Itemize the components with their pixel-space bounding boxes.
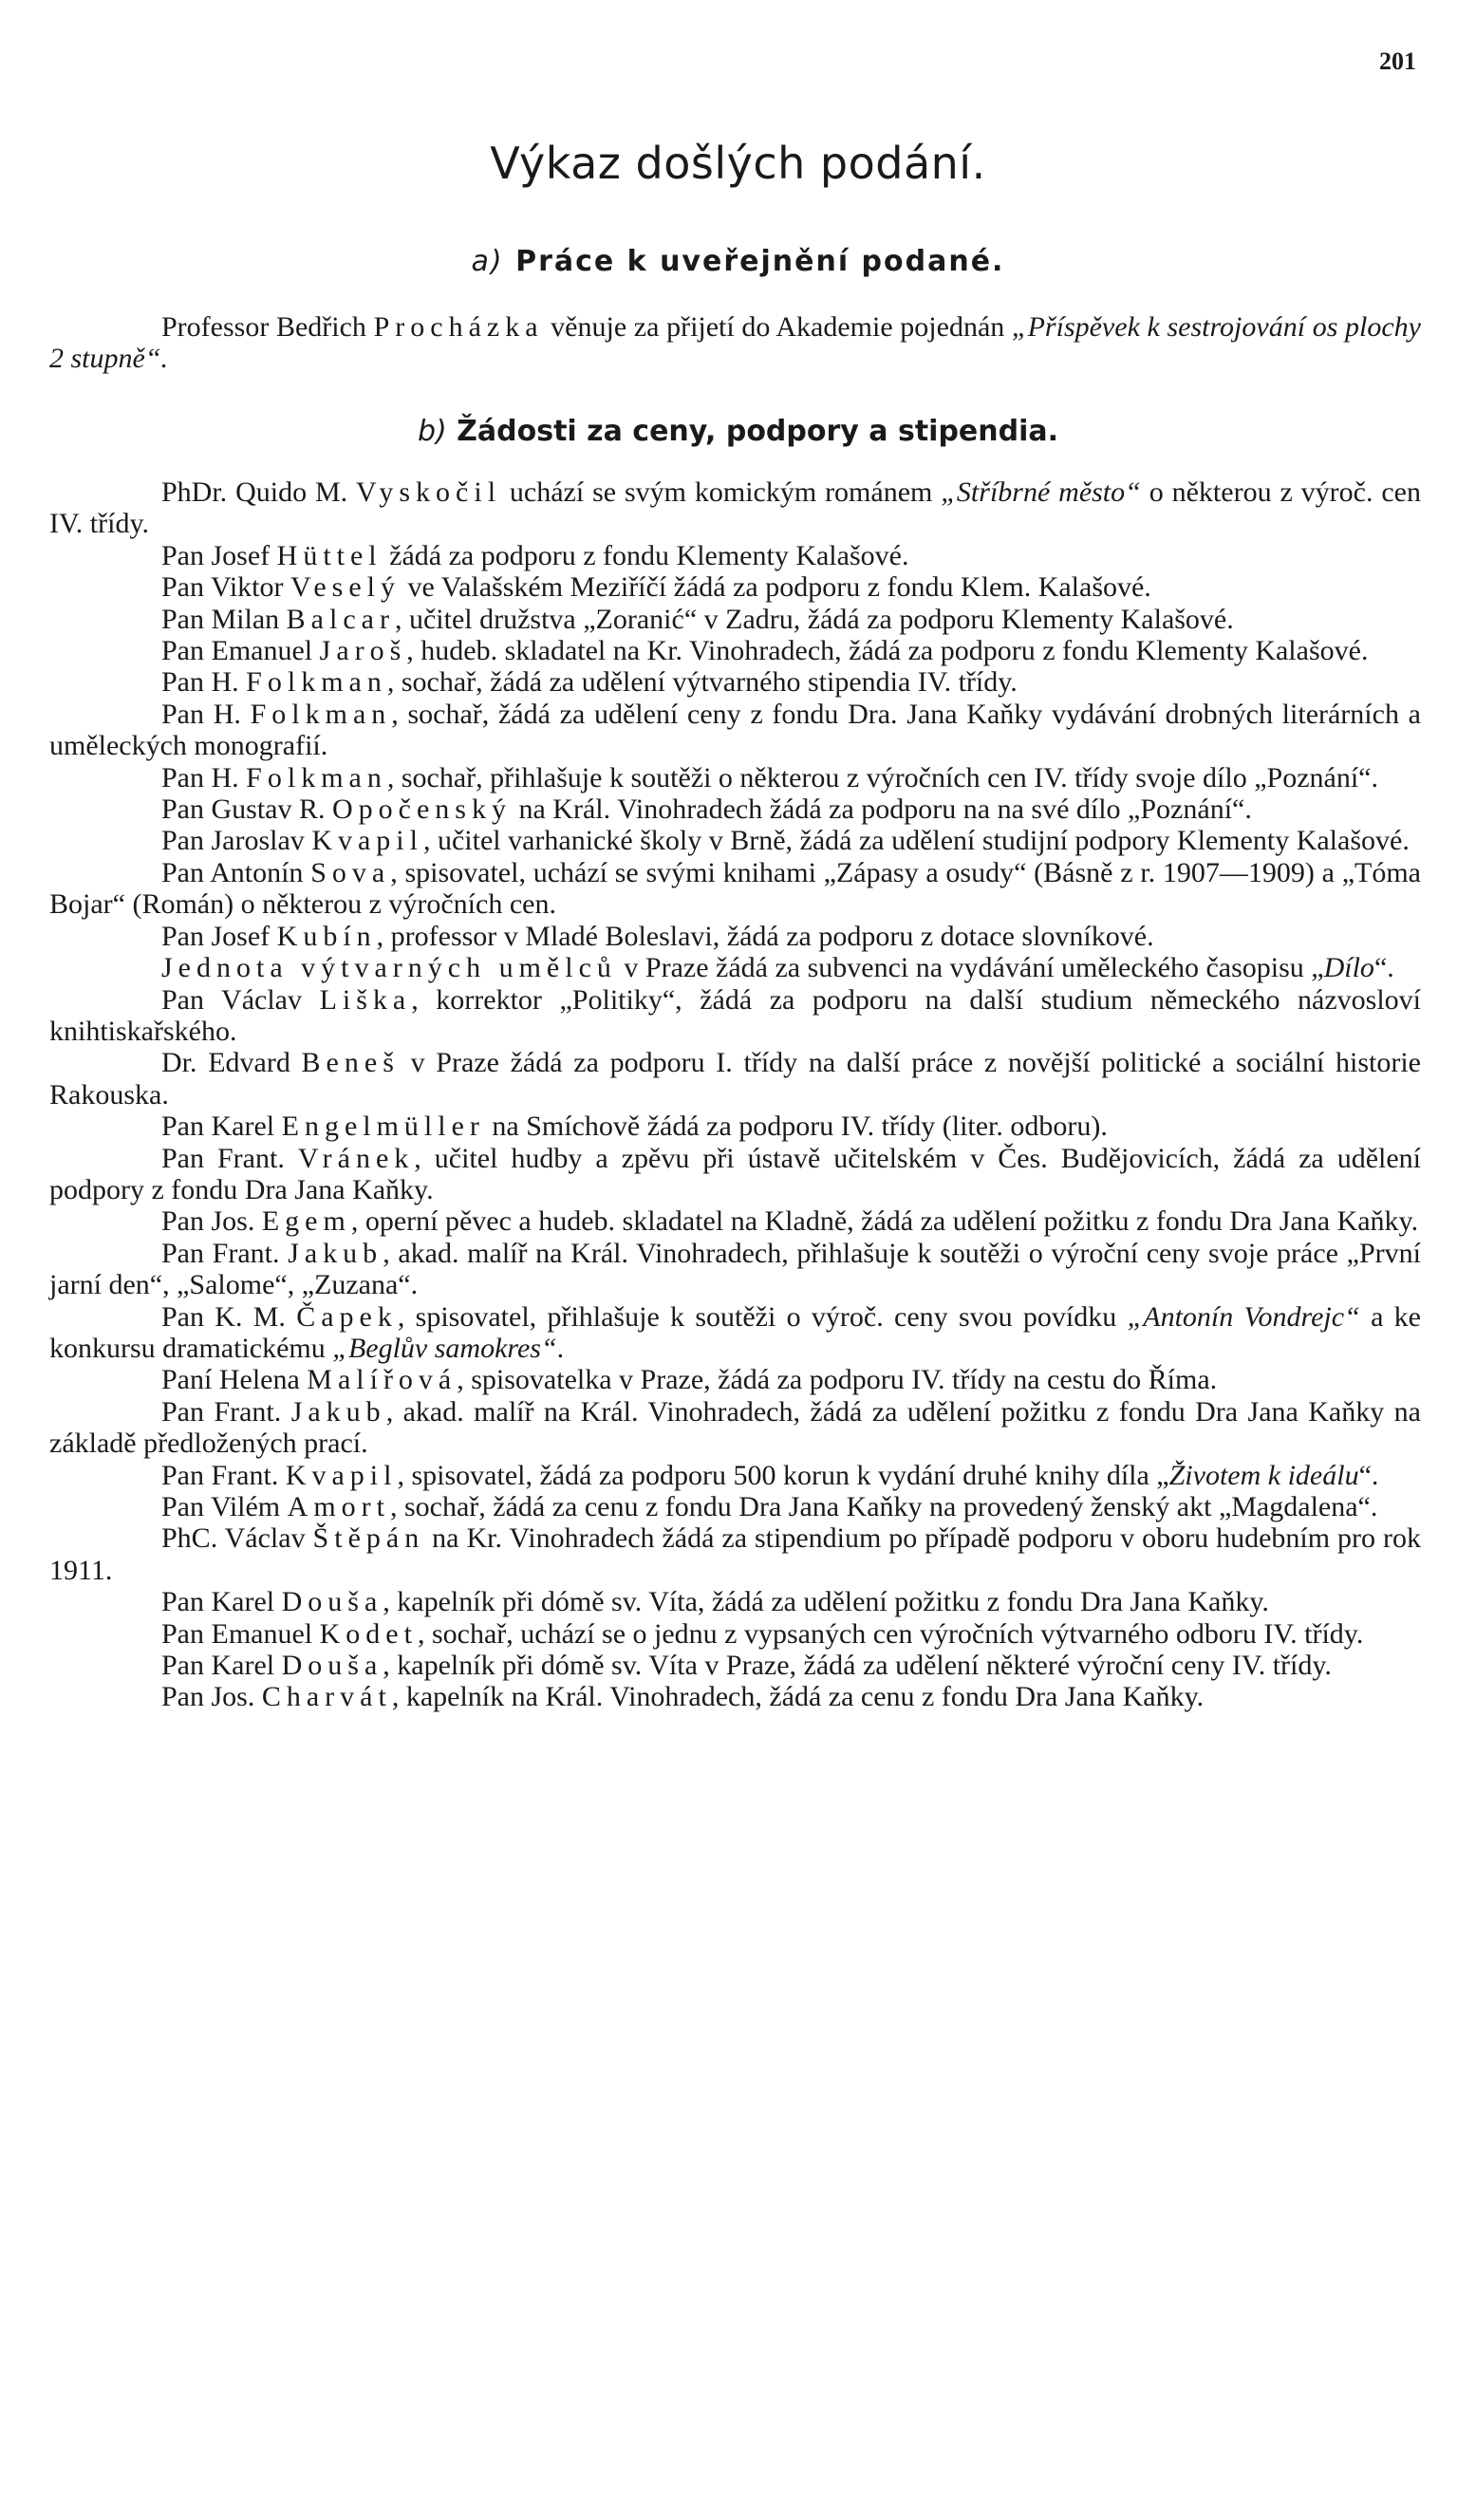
entry-paragraph <box>49 1522 1421 1586</box>
entry-name: Charvát <box>261 1681 392 1713</box>
entry-text: , hudeb. skladatel na Kr. Vinohradech, žádá za podporu z fondu Klementy Kalašové. <box>406 635 1369 667</box>
entry-text: , operní pěvec a hudeb. skladatel na Kladně, žádá za udělení požitku z fondu Dra Jana Kaňky. <box>350 1205 1419 1238</box>
entry-work-title: Životem k ideálu <box>1168 1459 1359 1491</box>
entry-text: , kapelník na Král. Vinohradech, žádá za cenu z fondu Dra Jana Kaňky. <box>391 1681 1205 1713</box>
entry-name: Malířová <box>307 1364 458 1396</box>
entry-name: Douša <box>281 1650 383 1682</box>
entry-work-title: „Příspěvek k sestrojování os plochy 2 stupně“. <box>49 311 1421 375</box>
entry-text: , spisovatel, přihlašuje k soutěži o výroč. ceny svou povídku <box>397 1300 1128 1333</box>
entry-name: Douša <box>281 1586 383 1618</box>
entry-name: Jaroš <box>319 635 407 667</box>
entry-paragraph <box>49 1238 1421 1301</box>
entry-text: , sochař, uchází se o jednu z vypsaných cen výročních výtvarného odboru IV. třídy. <box>417 1617 1364 1650</box>
entry-text: Pan H. <box>161 666 247 699</box>
entry-text: Pan Vilém <box>161 1491 288 1522</box>
entry-text: na Král. Vinohradech žádá za podporu na na své dílo „Poznání“. <box>511 793 1252 826</box>
entry-text: Pan Emanuel <box>161 635 320 667</box>
entry-paragraph <box>49 1460 1421 1491</box>
entry-text: na Kr. Vinohradech žádá za stipendium po případě podporu v oboru hudebním pro rok 1911. <box>49 1522 1421 1586</box>
entry-name: Opočenský <box>332 793 512 826</box>
entry-text: na Smíchově žádá za podporu IV. třídy (liter. odboru). <box>484 1111 1108 1143</box>
entry-paragraph <box>49 1205 1421 1237</box>
section-a-label: a) <box>471 245 504 278</box>
entry-name: Štěpán <box>312 1522 425 1555</box>
entry-text: Pan Karel <box>161 1111 282 1143</box>
entry-name: Kvapil <box>285 1459 398 1491</box>
entry-name: Engelmüller <box>281 1111 485 1143</box>
entry-text: , sochař, žádá za udělení výtvarného stipendia IV. třídy. <box>386 666 1018 699</box>
entry-work-title: Dílo <box>1323 952 1374 984</box>
entry-text: Pan Frant. <box>161 1395 291 1428</box>
entry-text: a ke konkursu dramatickému <box>49 1300 1421 1364</box>
entry-work-title: „Stříbrné město“ <box>941 476 1141 508</box>
entry-paragraph <box>49 311 1421 375</box>
entry-paragraph <box>49 476 1421 540</box>
entry-text: ve Valašském Meziříčí žádá za podporu z fondu Klem. Kalašové. <box>400 571 1151 604</box>
entry-work-title: „Antonín Vondrejc“ <box>1127 1300 1360 1333</box>
entry-text: Pan Emanuel <box>161 1617 320 1650</box>
entry-paragraph <box>49 666 1421 698</box>
entry-text: Pan Karel <box>161 1586 282 1618</box>
entry-name: Amort <box>287 1491 390 1522</box>
entry-text: , akad. malíř na Král. Vinohradech, žádá za udělení požitku z fondu Dra Jana Kaňky na základě předložených prací. <box>49 1395 1421 1460</box>
entry-paragraph <box>49 1618 1421 1650</box>
entry-work-title: „Beglův samokres“ <box>332 1332 557 1364</box>
entry-text: Pan Viktor <box>161 571 290 604</box>
entry-paragraph <box>49 1491 1421 1522</box>
entry-text: , sochař, žádá za cenu z fondu Dra Jana Kaňky na provedený ženský akt „Magdalena“. <box>389 1491 1378 1522</box>
entry-text: Pan H. <box>161 761 247 793</box>
entry-paragraph <box>49 1047 1421 1111</box>
entry-name: Beneš <box>301 1047 400 1079</box>
entry-paragraph <box>49 1301 1421 1365</box>
entry-text: PhC. Václav <box>161 1522 313 1555</box>
entry-text: Pan Milan <box>161 603 287 635</box>
entry-paragraph <box>49 1586 1421 1617</box>
entry-text: v Praze žádá za podporu I. třídy na další práce z novější politické a sociální historie Rakouska. <box>49 1047 1421 1111</box>
entry-name: Jakub <box>288 1237 383 1269</box>
entry-name: Vyskočil <box>356 476 502 508</box>
entry-text: , sochař, žádá za udělení ceny z fondu Dra. Jana Kaňky vydávání drobných literárních a uměleckých monografií. <box>49 698 1421 762</box>
entry-text: Pan Antonín <box>161 856 311 888</box>
section-a-title: Práce k uveřejnění podané. <box>515 245 1005 278</box>
entry-name: Balcar <box>286 603 395 635</box>
entry-text: o některou z výroč. cen IV. třídy. <box>49 476 1421 540</box>
entry-text: Paní Helena <box>161 1364 308 1396</box>
entry-name: Folkman <box>246 761 387 793</box>
entry-name: Procházka <box>373 311 544 343</box>
entry-text: , kapelník při dómě sv. Víta, žádá za udělení požitku z fondu Dra Jana Kaňky. <box>383 1586 1269 1618</box>
entry-text: , sochař, přihlašuje k soutěži o některou z výročních cen IV. třídy svoje dílo „Poznání“. <box>386 761 1378 793</box>
entry-text: Pan Josef <box>161 920 277 952</box>
entry-paragraph <box>49 635 1421 666</box>
entry-name: Jednota výtvarných umělců <box>161 952 617 984</box>
entry-text: . <box>556 1332 565 1364</box>
entry-text: “. <box>1358 1459 1379 1491</box>
entry-text: Pan H. <box>161 698 251 730</box>
entry-text: Pan Gustav R. <box>161 793 332 826</box>
entry-name: Liška <box>319 983 412 1016</box>
section-b-label: b) <box>417 415 447 448</box>
entry-paragraph <box>49 540 1421 571</box>
entry-text: v Praze žádá za subvenci na vydávání uměleckého časopisu „ <box>616 952 1324 984</box>
entry-text: Pan Jaroslav <box>161 825 312 857</box>
entry-text: Pan Jos. <box>161 1681 262 1713</box>
section-b-title: Žádosti za ceny, podpory a stipendia. <box>457 415 1059 448</box>
entry-text: Pan Frant. <box>161 1237 289 1269</box>
entry-name: Čapek <box>296 1300 398 1333</box>
page-title: Výkaz došlých podání. <box>490 138 986 189</box>
entry-text: “. <box>1373 952 1394 984</box>
entry-text: , kapelník při dómě sv. Víta v Praze, žádá za udělení některé výroční ceny IV. třídy. <box>383 1650 1332 1682</box>
entry-text: Pan K. M. <box>161 1300 297 1333</box>
entry-name: Hüttel <box>276 539 383 571</box>
section-a-heading <box>0 245 1476 278</box>
entry-name: Folkman <box>246 666 387 699</box>
entry-text: Pan Frant. <box>161 1142 298 1174</box>
entry-paragraph <box>49 1143 1421 1206</box>
entry-paragraph <box>49 1111 1421 1142</box>
entry-name: Kvapil <box>311 825 423 857</box>
entry-name: Folkman <box>250 698 392 730</box>
entry-name: Jakub <box>290 1395 386 1428</box>
entry-paragraph <box>49 857 1421 921</box>
entry-text: Pan Jos. <box>161 1205 262 1238</box>
entry-text: , professor v Mladé Boleslavi, žádá za podporu z dotace slovníkové. <box>376 920 1154 952</box>
entry-paragraph <box>49 825 1421 856</box>
entry-text: , učitel hudby a zpěvu při ústavě učitelském v Čes. Budějovicích, žádá za udělení podpory z fondu Dra Jana Kaňky. <box>49 1142 1421 1205</box>
entry-paragraph <box>49 793 1421 825</box>
entry-text: uchází se svým komickým románem <box>501 476 942 508</box>
entry-paragraph <box>49 604 1421 635</box>
entry-text: Dr. Edvard <box>161 1047 302 1079</box>
entry-text: Pan Josef <box>161 539 277 571</box>
entry-paragraph <box>49 952 1421 983</box>
page-number: 201 <box>1379 47 1416 75</box>
section-a-body <box>49 311 1421 375</box>
entry-text: Pan Karel <box>161 1650 282 1682</box>
entry-name: Veselý <box>290 571 401 604</box>
entry-paragraph <box>49 699 1421 762</box>
entry-text: , spisovatel, uchází se svými knihami „Zápasy a osudy“ (Básně z r. 1907—1909) a „Tóma Bojar“ (Román) o některou z výročních cen. <box>49 856 1421 921</box>
entry-text: PhDr. Quido M. <box>161 476 357 508</box>
entry-text: Pan Frant. <box>161 1459 286 1491</box>
entry-text: , učitel varhanické školy v Brně, žádá za udělení studijní podpory Klementy Kalašové. <box>422 825 1410 857</box>
entry-paragraph <box>49 1364 1421 1395</box>
entry-text: , učitel družstva „Zoranić“ v Zadru, žádá za podporu Klementy Kalašové. <box>394 603 1234 635</box>
entry-text: , spisovatel, žádá za podporu 500 korun k vydání druhé knihy díla „ <box>397 1459 1169 1491</box>
entry-text: žádá za podporu z fondu Klementy Kalašové. <box>382 539 909 571</box>
entry-text: , spisovatelka v Praze, žádá za podporu IV. třídy na cestu do Říma. <box>457 1364 1218 1396</box>
entry-text: věnuje za přijetí do Akademie pojednán <box>543 311 1012 343</box>
entry-name: Vránek <box>297 1142 415 1174</box>
section-b-body <box>49 476 1421 1713</box>
entry-text: Pan Václav <box>161 983 320 1016</box>
entry-name: Kubín <box>276 920 377 952</box>
entry-paragraph <box>49 1681 1421 1712</box>
entry-prefix: Professor Bedřich <box>161 311 374 343</box>
entry-paragraph <box>49 984 1421 1048</box>
entry-paragraph <box>49 921 1421 952</box>
entry-paragraph <box>49 1650 1421 1681</box>
entry-text: , akad. malíř na Král. Vinohradech, přihlašuje k soutěži o výroční ceny svoje práce „První jarní den“, „Salome“, „Zuzana“. <box>49 1237 1421 1301</box>
entry-name: Egem <box>261 1205 351 1238</box>
entry-paragraph <box>49 762 1421 793</box>
entry-paragraph <box>49 571 1421 603</box>
entry-name: Sova <box>310 856 391 888</box>
section-b-heading <box>0 415 1476 448</box>
entry-text: , korrektor „Politiky“, žádá za podporu na další studium německého názvosloví knihtiskařského. <box>49 983 1422 1047</box>
entry-name: Kodet <box>319 1617 418 1650</box>
entry-paragraph <box>49 1396 1421 1460</box>
